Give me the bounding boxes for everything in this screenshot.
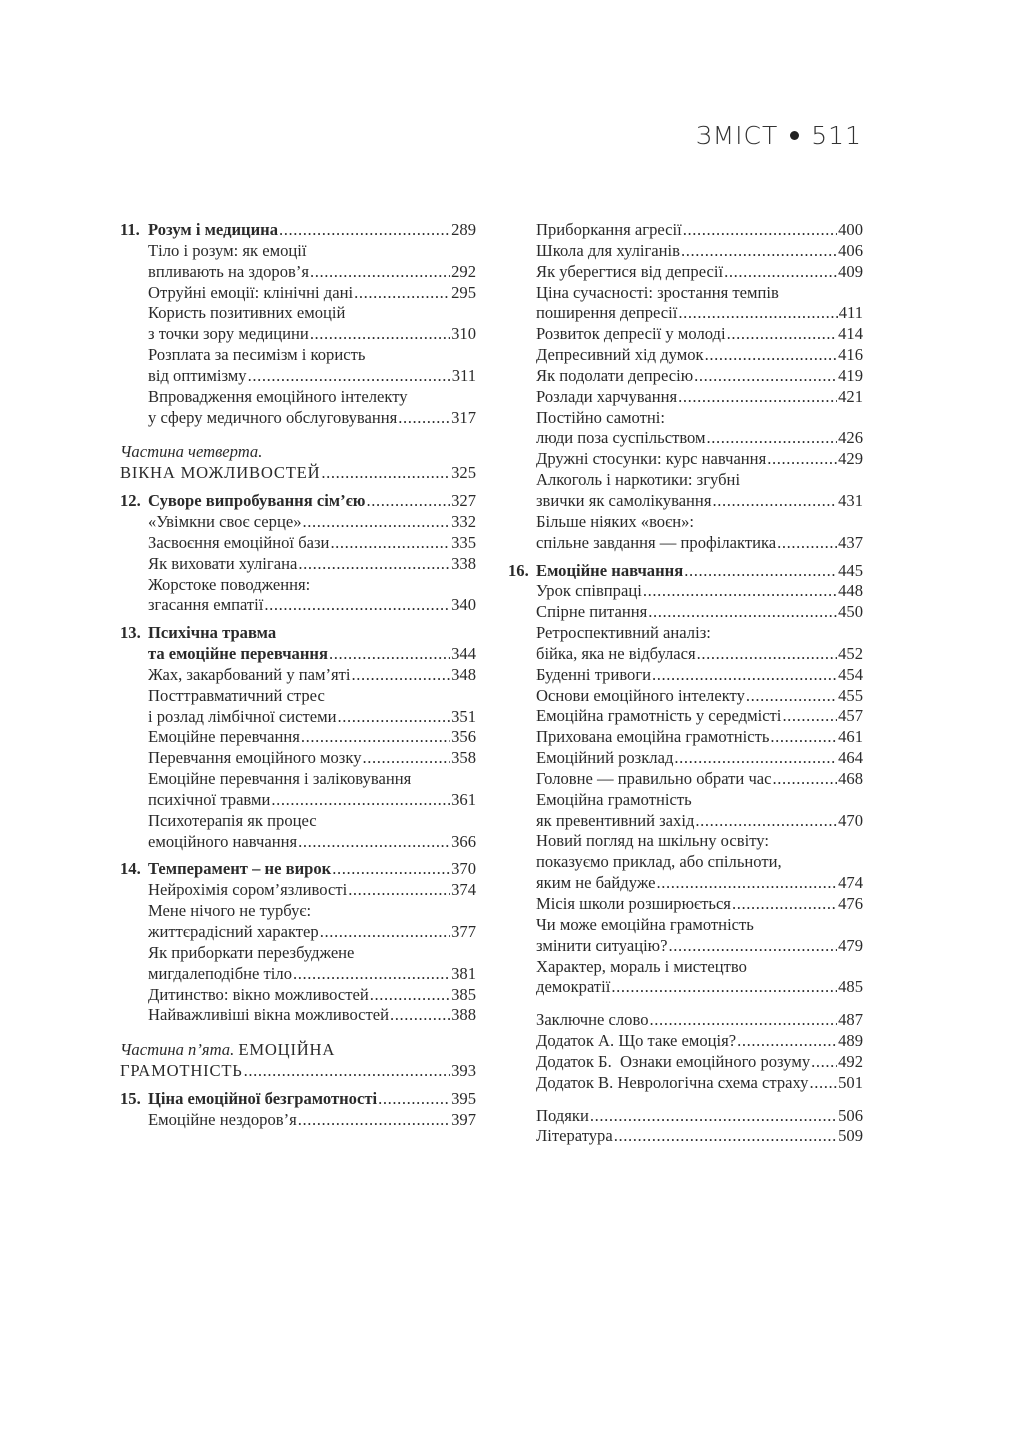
entry-text: звички як самолікування (536, 490, 712, 510)
toc-entry[interactable] (508, 512, 863, 554)
page-number: 470 (838, 810, 863, 830)
leader-dots (697, 644, 837, 665)
page-number: 385 (451, 984, 476, 1004)
page-number: 310 (451, 324, 476, 344)
entry-text: Отруйні емоції: клінічні дані (148, 282, 354, 302)
entry-text: Буденні тривоги (536, 664, 652, 684)
entry-text: Як подолати депресію (536, 365, 694, 385)
page-number: 317 (451, 407, 476, 427)
entry-text: Більше ніяких «воєн»: (536, 511, 695, 531)
running-header (696, 120, 862, 152)
page-number: 431 (838, 490, 863, 510)
chapter-title: Ціна емоційної безграмотності (148, 1088, 378, 1108)
entry-text: люди поза суспільством (536, 428, 706, 448)
entry-text: поширення депресії (536, 303, 678, 323)
toc-entry[interactable] (508, 727, 863, 748)
entry-text: Основи емоційного інтелекту (536, 685, 745, 705)
entry-text: від оптимізму (148, 365, 247, 385)
toc-entry[interactable] (120, 533, 476, 554)
page-number: 406 (838, 240, 863, 260)
leader-dots (614, 1126, 837, 1147)
page-number: 361 (451, 789, 476, 809)
page-number: 452 (838, 643, 863, 663)
toc-entry[interactable] (508, 769, 863, 790)
entry-text: Урок співпраці (536, 581, 642, 601)
entry-text: Мене нічого не турбує: (148, 901, 312, 921)
page-number: 356 (451, 727, 476, 747)
toc-entry[interactable] (120, 345, 476, 387)
entry-text: у сферу медичного обслуговування (148, 407, 398, 427)
page-number: 476 (838, 894, 863, 913)
leader-dots (332, 859, 450, 880)
page-number: 289 (451, 220, 476, 239)
leader-dots (398, 408, 450, 429)
entry-text: Характер, мораль і мистецтво (536, 956, 747, 976)
toc-entry[interactable] (508, 220, 863, 241)
toc-entry[interactable] (120, 1005, 476, 1026)
leader-dots (668, 936, 837, 957)
leader-dots (330, 533, 450, 554)
leader-dots (683, 220, 837, 241)
toc-entry[interactable] (120, 943, 476, 985)
toc-entry[interactable] (120, 811, 476, 853)
chapter-number: 15. (120, 1088, 141, 1108)
page-number: 426 (838, 428, 863, 448)
toc-entry[interactable] (508, 602, 863, 623)
page-number: 311 (451, 365, 476, 385)
toc-entry[interactable] (508, 470, 863, 512)
page-number: 468 (838, 768, 863, 788)
leader-dots (694, 366, 837, 387)
entry-text: Школа для хуліганів (536, 240, 680, 260)
toc-entry[interactable] (508, 790, 863, 832)
leader-dots (352, 665, 451, 686)
toc-entry[interactable] (508, 366, 863, 387)
leader-dots (737, 1031, 837, 1052)
entry-text: згасання емпатії (148, 595, 264, 615)
toc-entry[interactable] (120, 512, 476, 533)
leader-dots (707, 428, 838, 449)
page-number: 450 (838, 602, 863, 622)
toc-entry[interactable] (120, 554, 476, 575)
toc-entry[interactable] (508, 894, 863, 915)
entry-text: Найважливіші вікна можливостей (148, 1005, 390, 1025)
leader-dots (390, 1005, 450, 1026)
page-number: 397 (451, 1109, 476, 1129)
page-number: 332 (451, 511, 476, 531)
leader-dots (354, 283, 450, 304)
leader-dots (298, 832, 450, 853)
leader-dots (363, 748, 451, 769)
page-number: 351 (451, 706, 476, 726)
entry-text: і розлад лімбічної системи (148, 706, 337, 726)
leader-dots (648, 602, 837, 623)
leader-dots (695, 811, 837, 832)
toc-entry[interactable] (120, 1110, 476, 1131)
leader-dots (279, 220, 450, 241)
toc-entry[interactable] (508, 706, 863, 727)
leader-dots (777, 533, 837, 554)
entry-text: яким не байдуже (536, 873, 656, 893)
entry-text: Спірне питання (536, 602, 648, 622)
leader-dots (656, 873, 837, 894)
leader-dots (684, 561, 837, 582)
leader-dots (782, 706, 837, 727)
leader-dots (271, 790, 450, 811)
toc-right-column (508, 220, 863, 1147)
toc-entry[interactable] (508, 345, 863, 366)
chapter-title: Темперамент – не вирок (148, 859, 332, 879)
leader-dots (321, 463, 450, 484)
toc-entry-appendix-c[interactable] (508, 1073, 863, 1094)
toc-entry[interactable] (508, 686, 863, 707)
entry-text: Жорстоке поводження: (148, 574, 311, 594)
page-number: 455 (838, 685, 863, 705)
page-number: 419 (838, 365, 863, 385)
leader-dots (674, 748, 837, 769)
part-title: ГРАМОТНІСТЬ (120, 1061, 243, 1081)
chapter-title: Емоційне навчання (536, 560, 684, 580)
toc-entry[interactable] (120, 686, 476, 728)
page-number: 454 (838, 664, 863, 684)
toc-chapter-13[interactable] (120, 623, 476, 665)
toc-entry-afterword[interactable] (508, 1010, 863, 1031)
entry-text: Емоційна грамотність (536, 789, 692, 809)
page-number: 501 (838, 1072, 863, 1092)
entry-text: Як приборкати перезбуджене (148, 942, 355, 962)
leader-dots (310, 324, 450, 345)
toc-entry[interactable] (508, 623, 863, 665)
page-number: 437 (838, 532, 863, 552)
page-number: 358 (451, 748, 476, 768)
leader-dots (590, 1106, 837, 1127)
chapter-number: 12. (120, 491, 141, 511)
leader-dots (378, 1089, 450, 1110)
page-number: 479 (838, 935, 863, 955)
entry-text: Приборкання агресії (536, 220, 682, 239)
entry-text: Емоційне перевчання (148, 727, 300, 747)
leader-dots (809, 1073, 837, 1094)
entry-text: Чи може емоційна грамотність (536, 914, 754, 934)
entry-text: Ретроспективний аналіз: (536, 623, 711, 643)
toc-entry[interactable] (120, 985, 476, 1006)
entry-text: спільне завдання — профілактика (536, 532, 777, 552)
page-number: 370 (451, 859, 476, 879)
chapter-title: Суворе випробування сім’єю (148, 491, 366, 511)
page-number: 445 (838, 560, 863, 580)
page-number: 292 (451, 261, 476, 281)
leader-dots (301, 727, 450, 748)
page-number: 487 (838, 1010, 863, 1030)
page-number: 325 (451, 463, 476, 483)
leader-dots (678, 303, 837, 324)
bullet-icon (790, 131, 799, 140)
leader-dots (705, 345, 838, 366)
leader-dots (811, 1052, 837, 1073)
entry-text: Емоційне перевчання і заліковування (148, 769, 412, 789)
page-number: 461 (838, 727, 863, 747)
entry-text: як превентивний захід (536, 810, 695, 830)
entry-text: Ціна сучасності: зростання темпів (536, 282, 779, 302)
leader-dots (681, 241, 837, 262)
leader-dots (770, 727, 837, 748)
page-number: 381 (451, 963, 476, 983)
leader-dots (643, 581, 837, 602)
entry-text: Як уберегтися від депресії (536, 261, 724, 281)
chapter-number: 16. (508, 560, 529, 580)
entry-text: з точки зору медицини (148, 324, 309, 344)
chapter-number: 11. (120, 220, 140, 239)
toc-entry[interactable] (120, 880, 476, 901)
entry-text: Розлади харчування (536, 386, 678, 406)
toc-chapter-15[interactable] (120, 1089, 476, 1110)
chapter-title: Розум і медицина (148, 220, 279, 239)
part-label: Частина п’ята. (120, 1040, 235, 1060)
toc-entry[interactable] (508, 957, 863, 999)
page-number: 485 (838, 977, 863, 997)
chapter-number: 13. (120, 623, 141, 643)
leader-dots (611, 977, 837, 998)
entry-text: Подяки (536, 1105, 589, 1125)
leader-dots (303, 512, 451, 533)
entry-text: «Увімкни своє серце» (148, 511, 302, 531)
entry-text: психічної травми (148, 789, 271, 809)
toc-entry[interactable] (120, 769, 476, 811)
page-number: 400 (838, 220, 863, 239)
toc-entry[interactable] (508, 915, 863, 957)
toc-entry[interactable] (120, 727, 476, 748)
entry-text: Розплата за песимізм і користь (148, 345, 366, 365)
toc-entry[interactable] (508, 831, 863, 894)
part-title: ВІКНА МОЖЛИВОСТЕЙ (120, 463, 321, 483)
toc-entry-bibliography[interactable] (508, 1126, 863, 1147)
page-number: 448 (838, 581, 863, 601)
page-number: 295 (451, 282, 476, 302)
toc-entry-appendix-a[interactable] (508, 1031, 863, 1052)
toc-entry[interactable] (508, 665, 863, 686)
page-number: 388 (451, 1005, 476, 1025)
toc-chapter-12[interactable] (120, 491, 476, 512)
page-number: 366 (451, 831, 476, 851)
entry-text: Емоційне нездоров’я (148, 1109, 297, 1129)
entry-text: впливають на здоров’я (148, 261, 309, 281)
entry-text: Прихована емоційна грамотність (536, 727, 770, 747)
leader-dots (727, 324, 838, 345)
page-number: 395 (451, 1088, 476, 1108)
entry-text: бійка, яка не відбулася (536, 643, 696, 663)
toc-part-5[interactable] (120, 1040, 476, 1082)
toc-chapter-11[interactable] (120, 220, 476, 241)
entry-text: Головне — правильно обрати час (536, 768, 772, 788)
leader-dots (367, 491, 451, 512)
toc-chapter-14[interactable] (120, 859, 476, 880)
page-number: 489 (838, 1031, 863, 1051)
toc-entry[interactable] (508, 408, 863, 450)
leader-dots (244, 1061, 451, 1082)
leader-dots (652, 665, 837, 686)
entry-text: Алкоголь і наркотики: згубні (536, 470, 741, 490)
page-number: 344 (451, 644, 476, 664)
leader-dots (329, 644, 450, 665)
toc-entry[interactable] (508, 262, 863, 283)
leader-dots (724, 262, 837, 283)
page-number: 409 (838, 261, 863, 281)
entry-text: Засвоєння емоційної бази (148, 532, 330, 552)
toc-entry-appendix-b[interactable] (508, 1052, 863, 1073)
page-number: 414 (838, 324, 863, 344)
toc-entry[interactable] (508, 324, 863, 345)
leader-dots (310, 262, 450, 283)
entry-text: Додаток А. Що таке емоція? (536, 1031, 737, 1051)
leader-dots (746, 686, 837, 707)
chapter-title: Психічна травма (148, 623, 277, 643)
page-number: 374 (451, 880, 476, 900)
toc-entry[interactable] (508, 241, 863, 262)
leader-dots (732, 894, 837, 915)
entry-text: Депресивний хід думок (536, 345, 704, 365)
toc-entry[interactable] (120, 283, 476, 304)
entry-text: Емоційна грамотність у середмісті (536, 706, 782, 726)
entry-text: Додаток Б. Ознаки емоційного розуму (536, 1051, 811, 1071)
page-number: 457 (838, 706, 863, 726)
page-number: 464 (838, 748, 863, 768)
part-title: ЕМОЦІЙНА (238, 1040, 336, 1060)
page-number: 335 (451, 532, 476, 552)
toc-entry[interactable] (120, 387, 476, 429)
page-number: 416 (838, 345, 863, 365)
leader-dots (650, 1010, 838, 1031)
toc-entry[interactable] (508, 283, 863, 325)
page-number: 348 (451, 664, 476, 684)
toc-entry[interactable] (120, 241, 476, 283)
entry-text: Нейрохімія сором’язливості (148, 880, 348, 900)
page-number: 506 (838, 1105, 863, 1125)
entry-text: Дружні стосунки: курс навчання (536, 449, 767, 469)
header-page-number: 511 (811, 121, 862, 150)
toc-entry[interactable] (508, 387, 863, 408)
leader-dots (712, 491, 837, 512)
page-number: 429 (838, 449, 863, 469)
toc-left-column (120, 220, 476, 1131)
entry-text: Емоційний розклад (536, 748, 674, 768)
entry-text: Тіло і розум: як емоції (148, 240, 307, 260)
leader-dots (248, 366, 451, 387)
toc-entry[interactable] (120, 901, 476, 943)
header-title: ЗМІСТ (695, 121, 779, 150)
entry-text: Користь позитивних емоцій (148, 303, 346, 323)
entry-text: змінити ситуацію? (536, 935, 668, 955)
chapter-number: 14. (120, 859, 141, 879)
entry-text: Жах, закарбований у пам’яті (148, 664, 351, 684)
entry-text: демократії (536, 977, 611, 997)
page-number: 509 (838, 1126, 863, 1146)
toc-entry[interactable] (508, 581, 863, 602)
entry-text: мигдалеподібне тіло (148, 963, 292, 983)
entry-text: Додаток В. Неврологічна схема страху (536, 1072, 809, 1092)
page-number: 340 (451, 595, 476, 615)
entry-text: Як виховати хулігана (148, 553, 298, 573)
toc-entry[interactable] (120, 665, 476, 686)
leader-dots (773, 769, 838, 790)
entry-text: Новий погляд на шкільну освіту: (536, 831, 769, 851)
entry-text: показуємо приклад, або спільноти, (536, 852, 782, 872)
chapter-title: та емоційне перевчання (148, 644, 328, 664)
leader-dots (348, 880, 450, 901)
entry-text: Література (536, 1126, 613, 1146)
toc-entry-acknowledgements[interactable] (508, 1106, 863, 1127)
page-number: 421 (838, 386, 863, 406)
toc-part-4[interactable] (120, 442, 476, 484)
entry-text: Місія школи розширюється (536, 894, 731, 913)
page-number: 474 (838, 873, 863, 893)
toc-entry[interactable] (120, 748, 476, 769)
leader-dots (678, 387, 837, 408)
toc-entry[interactable] (508, 748, 863, 769)
leader-dots (337, 707, 450, 728)
entry-text: Заключне слово (536, 1010, 649, 1030)
entry-text: Психотерапія як процес (148, 810, 317, 830)
leader-dots (767, 449, 837, 470)
entry-text: Впровадження емоційного інтелекту (148, 386, 408, 406)
page-number: 411 (838, 303, 863, 323)
entry-text: життєрадісний характер (148, 922, 319, 941)
leader-dots (298, 554, 450, 575)
page-number: 492 (838, 1051, 863, 1071)
toc-entry[interactable] (508, 449, 863, 470)
page-number: 327 (451, 491, 476, 511)
page-number: 338 (451, 553, 476, 573)
page-number: 393 (451, 1061, 476, 1081)
entry-text: Посттравматичний стрес (148, 685, 325, 705)
toc-entry[interactable] (120, 575, 476, 617)
entry-text: Постійно самотні: (536, 407, 665, 427)
leader-dots (320, 922, 450, 943)
leader-dots (264, 595, 450, 616)
page-number: 377 (451, 922, 476, 941)
toc-entry[interactable] (120, 303, 476, 345)
part-label: Частина четверта. (120, 442, 263, 462)
entry-text: Розвиток депресії у молоді (536, 324, 726, 344)
entry-text: емоційного навчання (148, 831, 298, 851)
leader-dots (370, 985, 450, 1006)
toc-chapter-16[interactable] (508, 561, 863, 582)
leader-dots (298, 1110, 450, 1131)
entry-text: Дитинство: вікно можливостей (148, 984, 369, 1004)
entry-text: Перевчання емоційного мозку (148, 748, 362, 768)
leader-dots (293, 964, 450, 985)
